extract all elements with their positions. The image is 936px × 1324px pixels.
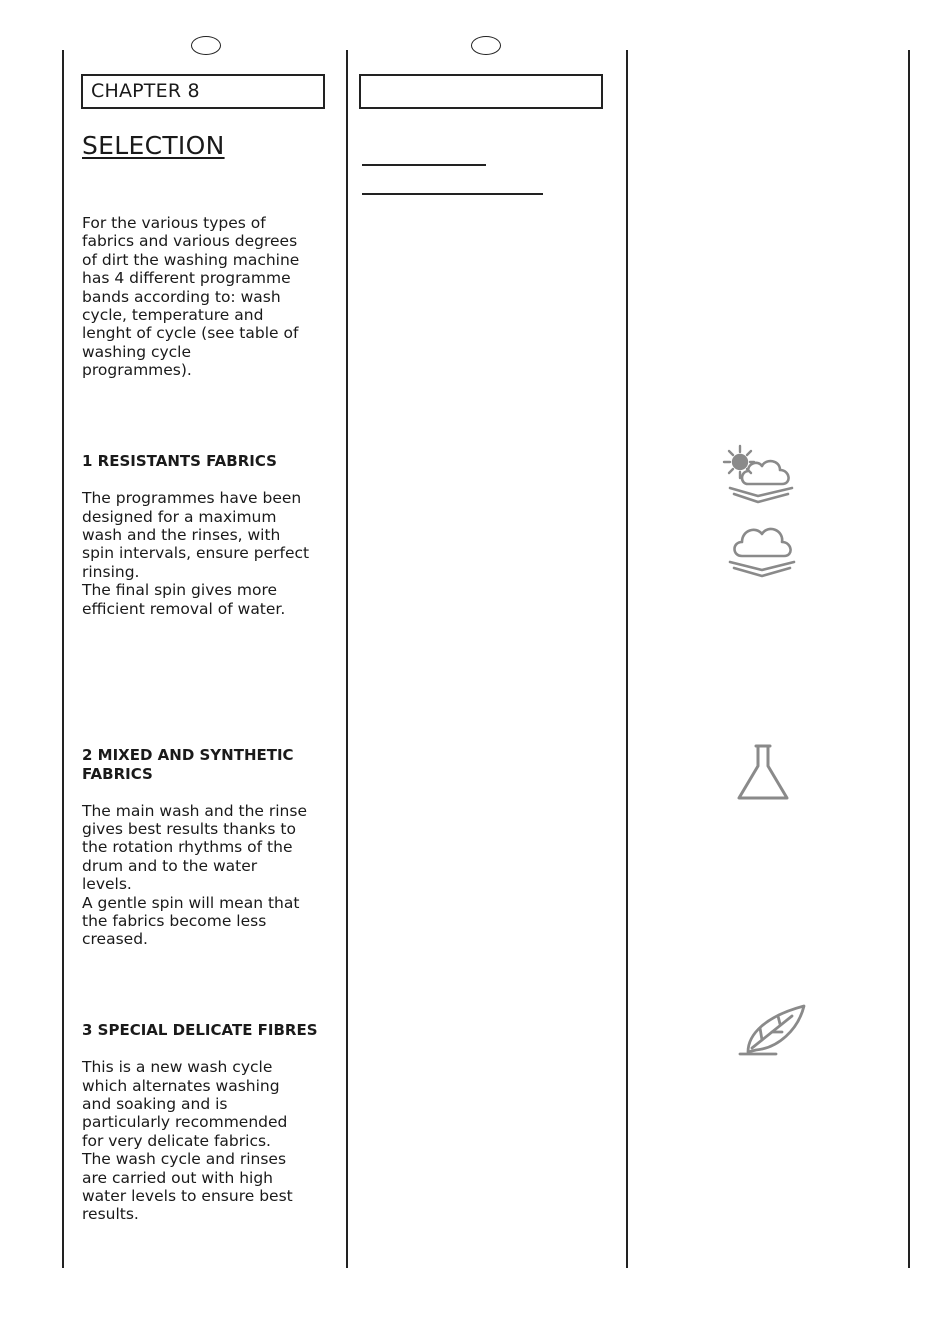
section-mixed-synthetic — [82, 728, 332, 967]
intro-paragraph: For the various types of fabrics and various degrees of dirt the washing machine has 4 different programme bands according to: wash cycle, temperature and lenght of cycle (see table of washing cycle programmes). — [82, 214, 300, 380]
section-special-delicate — [82, 1003, 332, 1242]
section-heading: 1 RESISTANTS FABRICS — [82, 452, 277, 471]
language-badge-left — [191, 36, 221, 55]
column-divider-edge — [908, 50, 910, 1268]
section-body: The main wash and the rinse gives best results thanks to the rotation rhythms of the drum and to the water levels. A gentle spin will mean that the fabrics become less creased. — [82, 801, 307, 949]
section-heading: 2 MIXED AND SYNTHETIC FABRICS — [82, 746, 294, 783]
cotton-icon — [726, 518, 798, 578]
delicate-feather-icon — [736, 1002, 810, 1058]
synthetic-flask-icon — [734, 742, 792, 802]
section-body: The programmes have been designed for a maximum wash and the rinses, with spin intervals, ensure perfect rinsing. The final spin gives more efficient removal of water. — [82, 489, 310, 618]
section-title: SELECTION — [82, 131, 225, 160]
chapter-label: CHAPTER 8 — [81, 74, 325, 109]
column-divider-left — [62, 50, 64, 1268]
blank-subtitle-line — [362, 193, 543, 195]
column-divider-middle — [346, 50, 348, 1268]
section-body: This is a new wash cycle which alternates washing and soaking and is particularly recommended for very delicate fabrics. The wash cycle and rinses are carried out with high water levels to ensure best results. — [82, 1058, 293, 1224]
section-resistant-fabrics — [82, 434, 332, 636]
column-divider-right — [626, 50, 628, 1268]
chapter-label-blank — [359, 74, 603, 109]
blank-title-line — [362, 164, 486, 166]
language-badge-middle — [471, 36, 501, 55]
section-heading: 3 SPECIAL DELICATE FIBRES — [82, 1021, 318, 1040]
cotton-stain-icon — [718, 440, 798, 504]
